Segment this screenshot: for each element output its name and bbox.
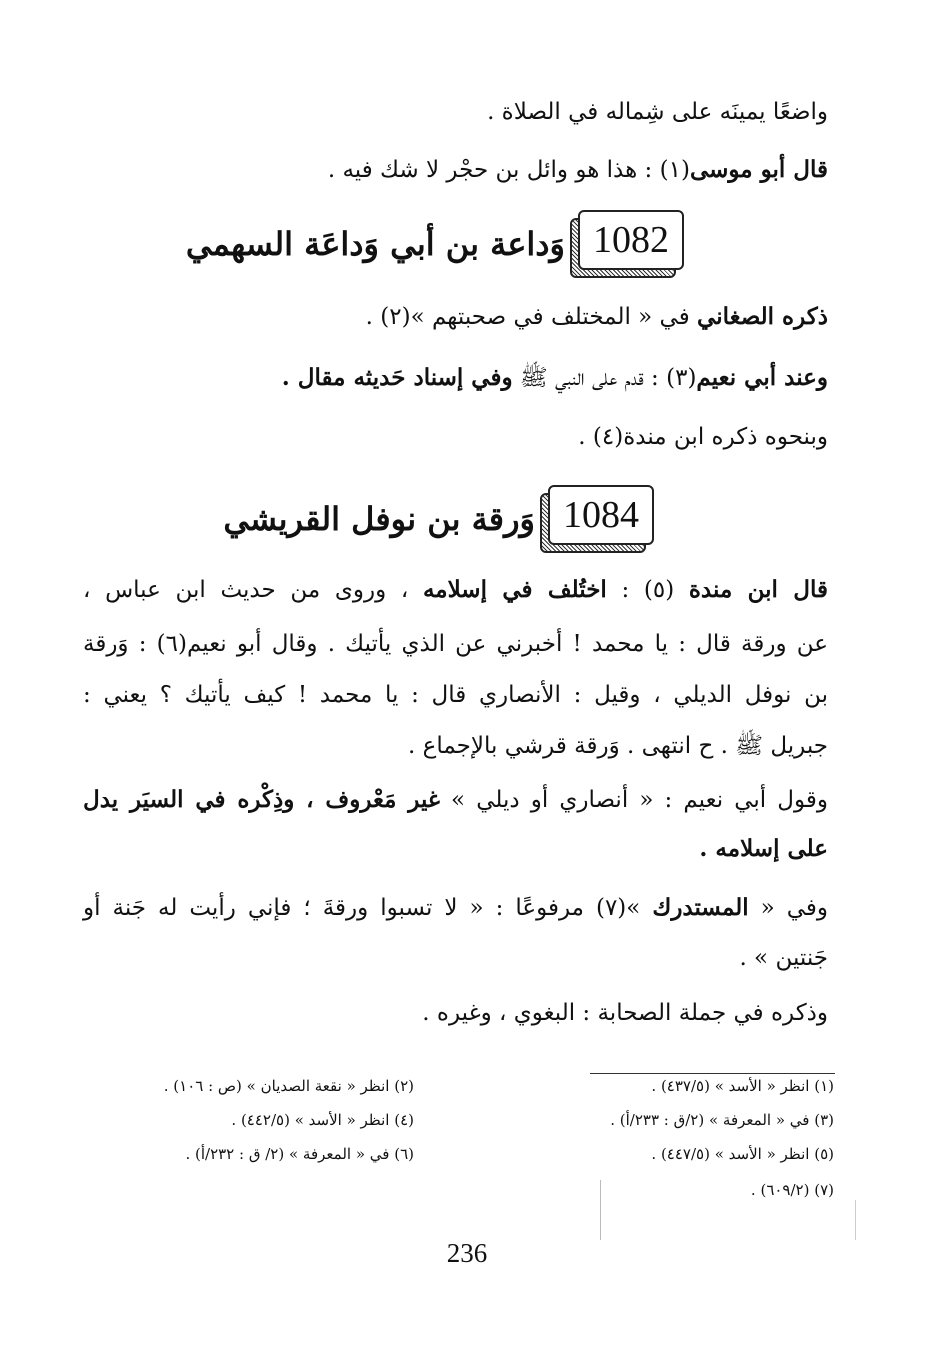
text-line-5 <box>98 422 828 452</box>
bold-name-ibn-mandah: قال ابن مندة <box>688 576 828 603</box>
text-line-2 <box>98 155 828 185</box>
footnote-7: (٧) (٦٠٩/٢) . <box>750 1181 834 1199</box>
scan-artifact-line <box>855 1200 856 1240</box>
text-line-1-content: واضعًا يمينَه على شِماله في الصلاة . <box>487 99 828 125</box>
paragraph-1-line-4-content: جبريل ﷺ . ح انتهى . وَرقة قرشي بالإجماع . <box>408 733 828 759</box>
footnote-6: (٦) في « المعرفة » (٢/ ق : ٢٣٢/أ) . <box>185 1145 414 1163</box>
bold-note-ikhtulif: اختُلف في إسلامه <box>422 576 607 603</box>
paragraph-4-content: وذكره في جملة الصحابة : البغوي ، وغيره . <box>422 1000 828 1026</box>
paragraph-2-line-1-content: وقول أبي نعيم : « أنصاري أو ديلي » <box>439 787 828 813</box>
footnote-4: (٤) انظر « الأسد » (٤٤٢/٥) . <box>231 1111 414 1129</box>
paragraph-1-line-4 <box>83 731 828 761</box>
paragraph-3-line-2-content: جَنتين » . <box>739 945 828 971</box>
bold-note-ghair-maruf: غير مَعْروف ، وذِكْره في السيَر يدل <box>83 786 440 813</box>
paragraph-1-line-2 <box>83 629 828 659</box>
speaker-abu-musa: قال أبو موسى <box>689 156 828 183</box>
text-line-1 <box>98 97 828 127</box>
paragraph-1-line-3 <box>83 680 828 710</box>
entry-title-1084: وَرقة بن نوفل القريشي <box>223 500 535 538</box>
paragraph-2-line-1 <box>83 785 828 815</box>
text-line-4-content: (٣) : قدم على النبي ﷺ <box>512 365 697 391</box>
footnote-3: (٣) في « المعرفة » (٢/ق : ٢٣٣/أ) . <box>610 1111 834 1129</box>
text-line-5-content: وبنحوه ذكره ابن مندة(٤) . <box>578 424 828 450</box>
paragraph-1-line-1-rest: ، وروى من حديث ابن عباس ، <box>83 577 423 603</box>
text-line-4 <box>83 363 828 393</box>
footnote-2: (٢) انظر « نقعة الصديان » (ص : ١٠٦) . <box>163 1077 414 1095</box>
page-number: 236 <box>446 1238 488 1268</box>
scan-artifact-line <box>600 1180 601 1240</box>
footnote-separator <box>590 1073 835 1074</box>
footnote-5: (٥) انظر « الأسد » (٤٤٧/٥) . <box>651 1145 834 1163</box>
bold-note-isnad: وفي إسناد حَديثه مقال . <box>281 364 513 391</box>
paragraph-1-line-3-content: بن نوفل الديلي ، وقيل : الأنصاري قال : يا محمد ! كيف يأتيك ؟ يعني : <box>83 682 828 708</box>
text-line-3 <box>98 302 828 332</box>
paragraph-3-prefix: وفي « <box>748 895 829 921</box>
paragraph-2-line-2 <box>98 834 828 864</box>
text-line-3-content: في « المختلف في صحبتهم »(٢) . <box>365 304 698 330</box>
footnote-1: (١) انظر « الأسد » (٤٣٧/٥) . <box>651 1077 834 1095</box>
entry-number-1084: 1084 <box>548 485 654 545</box>
entry-heading-1084 <box>220 483 720 583</box>
entry-number-1082: 1082 <box>578 210 684 270</box>
bold-name-saghani: ذكره الصغاني <box>697 303 828 330</box>
paragraph-3-line-1 <box>83 893 828 923</box>
paragraph-1-line-1 <box>83 575 828 605</box>
entry-heading-1082 <box>185 210 720 310</box>
paragraph-4 <box>98 998 828 1028</box>
paragraph-1-line-2-content: عن ورقة قال : يا محمد ! أخبرني عن الذي يأتيك . وقال أبو نعيم(٦) : وَرقة <box>83 631 828 657</box>
bold-name-abu-nuaim: وعند أبي نعيم <box>696 364 828 391</box>
bold-book-mustadrak: المستدرك <box>652 894 749 921</box>
footnote-ref-5: (٥) : <box>606 577 689 603</box>
paragraph-3-line-2 <box>98 943 828 973</box>
paragraph-3-line-1-content: »(٧) مرفوعًا : « لا تسبوا ورقةَ ؛ فإني رأيت له جَنة أو <box>83 895 653 921</box>
entry-title-1082: وَداعة بن أبي وَداعَة السهمي <box>185 225 565 263</box>
paragraph-2-line-2-content: على إسلامه . <box>699 835 828 862</box>
text-line-2-content: (١) : هذا هو وائل بن حجْر لا شك فيه . <box>327 157 690 183</box>
